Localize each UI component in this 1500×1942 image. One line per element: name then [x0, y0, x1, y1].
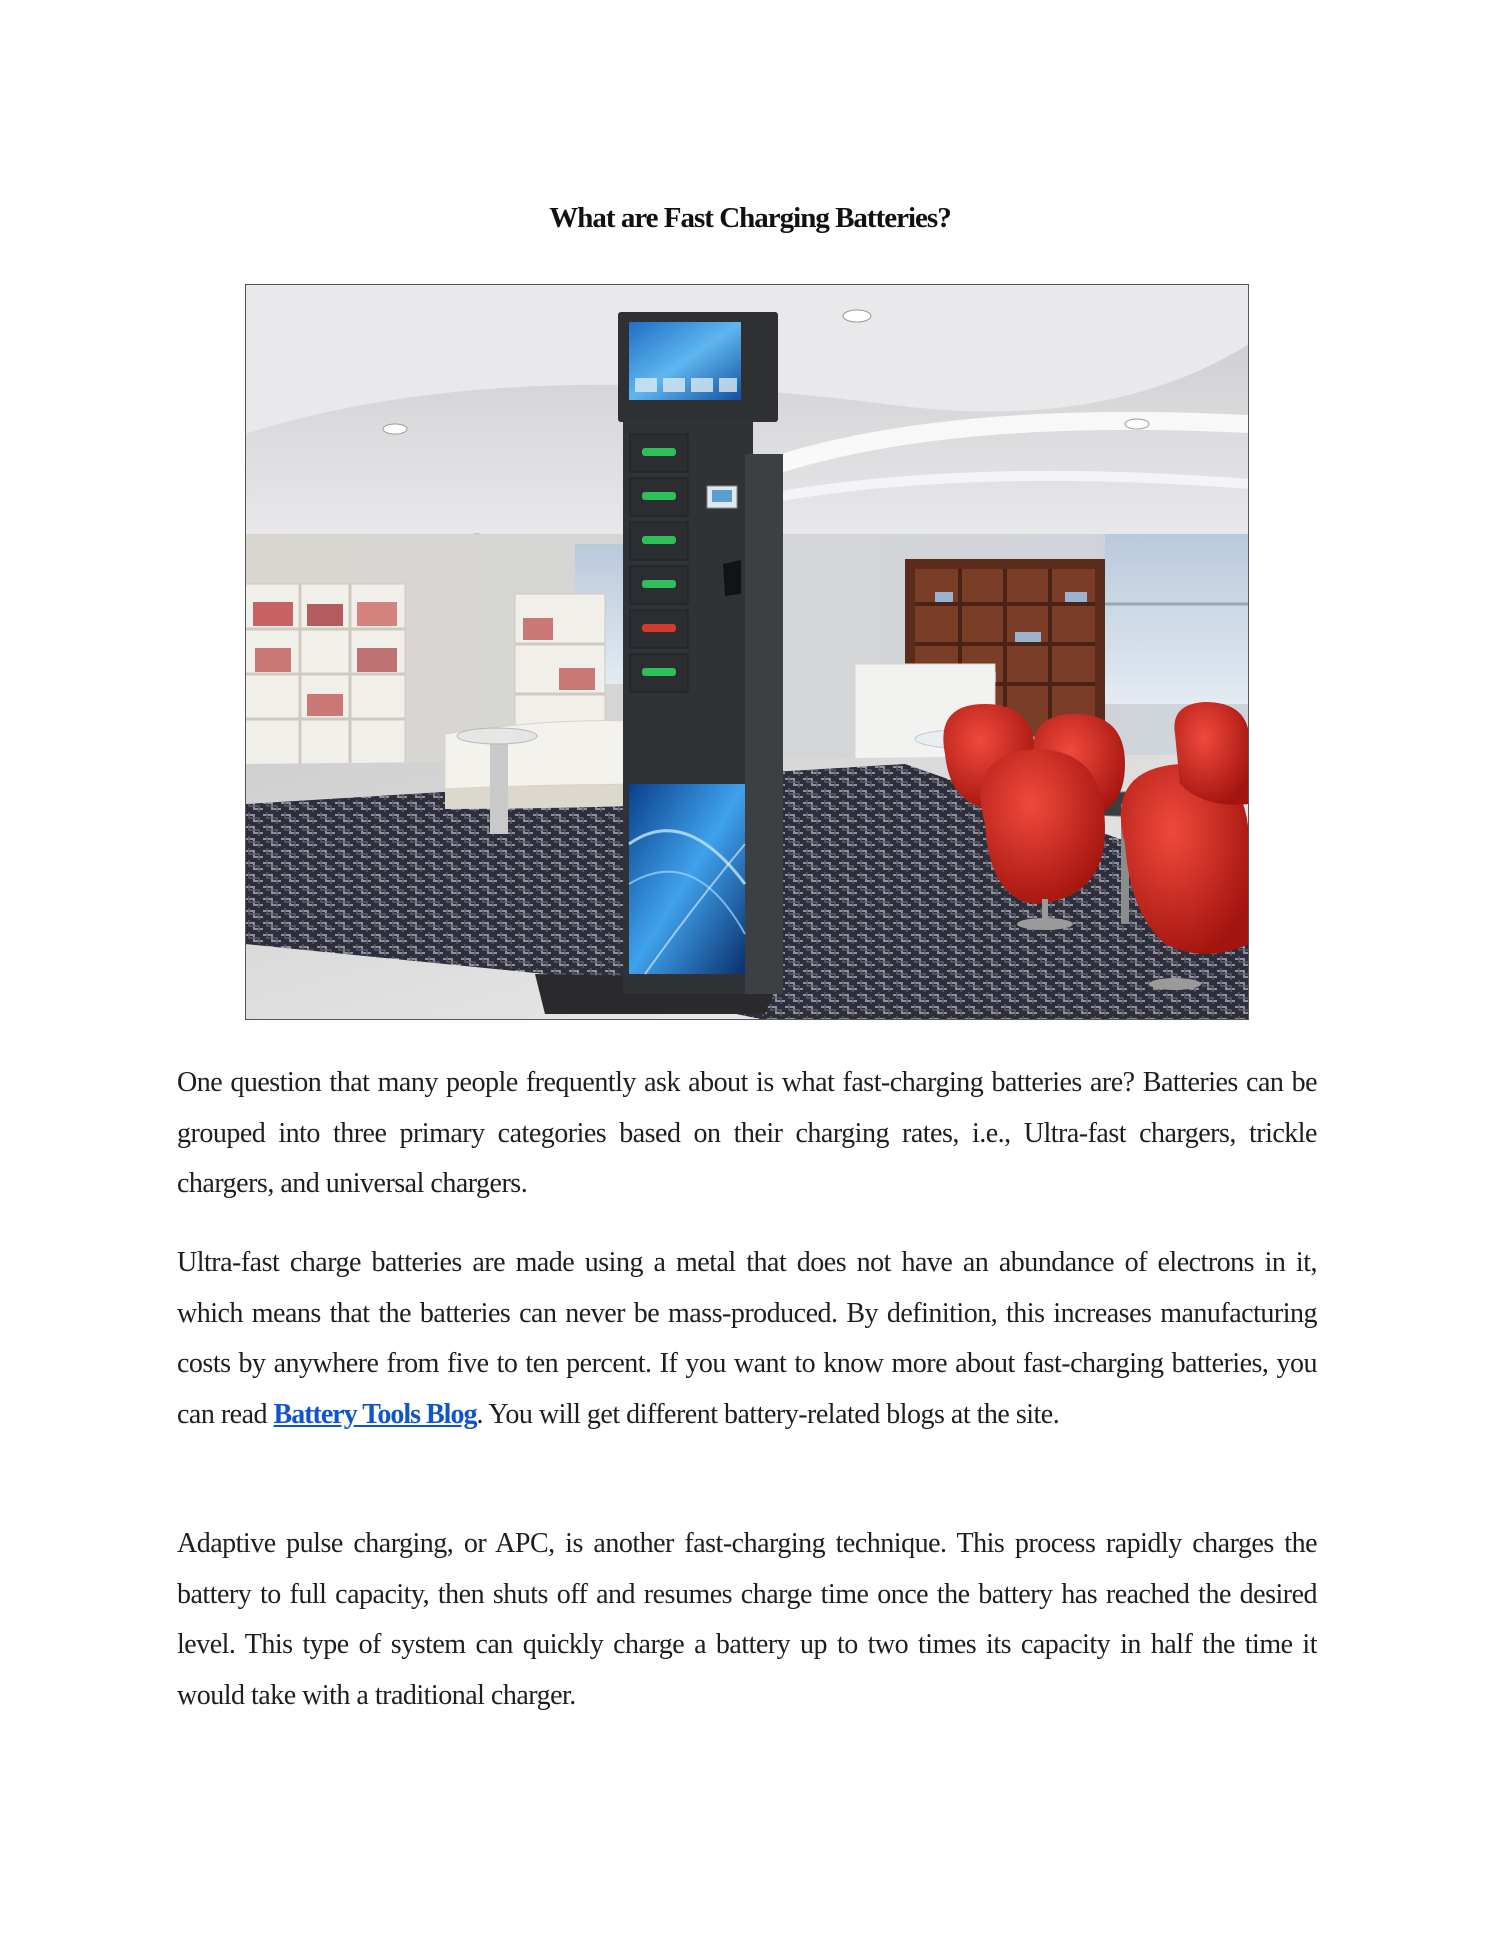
paragraph-ultra-fast-tail: . You will get different battery-related blogs at the site. [476, 1398, 1060, 1430]
paragraph-ultra-fast [177, 1238, 1317, 1440]
charging-kiosk-illustration [245, 284, 1249, 1020]
battery-tools-blog-link[interactable]: Battery Tools Blog [273, 1398, 477, 1430]
paragraph-apc [177, 1519, 1317, 1721]
paragraph-intro [177, 1058, 1317, 1210]
paragraph-intro-text: One question that many people frequently ask about is what fast-charging batteries are? Batteries can be grouped into three primary categories based on their charging rates, i.e., Ultra-fast chargers, trickle chargers, and universal chargers. [177, 1067, 1317, 1200]
kiosk-ad-panel [629, 784, 745, 974]
page-title: What are Fast Charging Batteries? [549, 202, 951, 234]
charging-kiosk-photo [245, 284, 1249, 1020]
paragraph-ultra-fast-text: Ultra-fast charge batteries are made using a metal that does not have an abundance of electrons in it, which means that the batteries can never be mass-produced. By definition, this increases manufacturing costs by anywhere from five to ten percent. If you want to know more about fast-charging batteries, you can read [177, 1247, 1317, 1430]
left-bookshelf [245, 584, 405, 774]
paragraph-apc-text: Adaptive pulse charging, or APC, is another fast-charging technique. This process rapidly charges the battery to full capacity, then shuts off and resumes charge time once the battery has reached the desired level. This type of system can quickly charge a battery up to two times its capacity in half the time it would take with a traditional charger. [177, 1528, 1317, 1711]
